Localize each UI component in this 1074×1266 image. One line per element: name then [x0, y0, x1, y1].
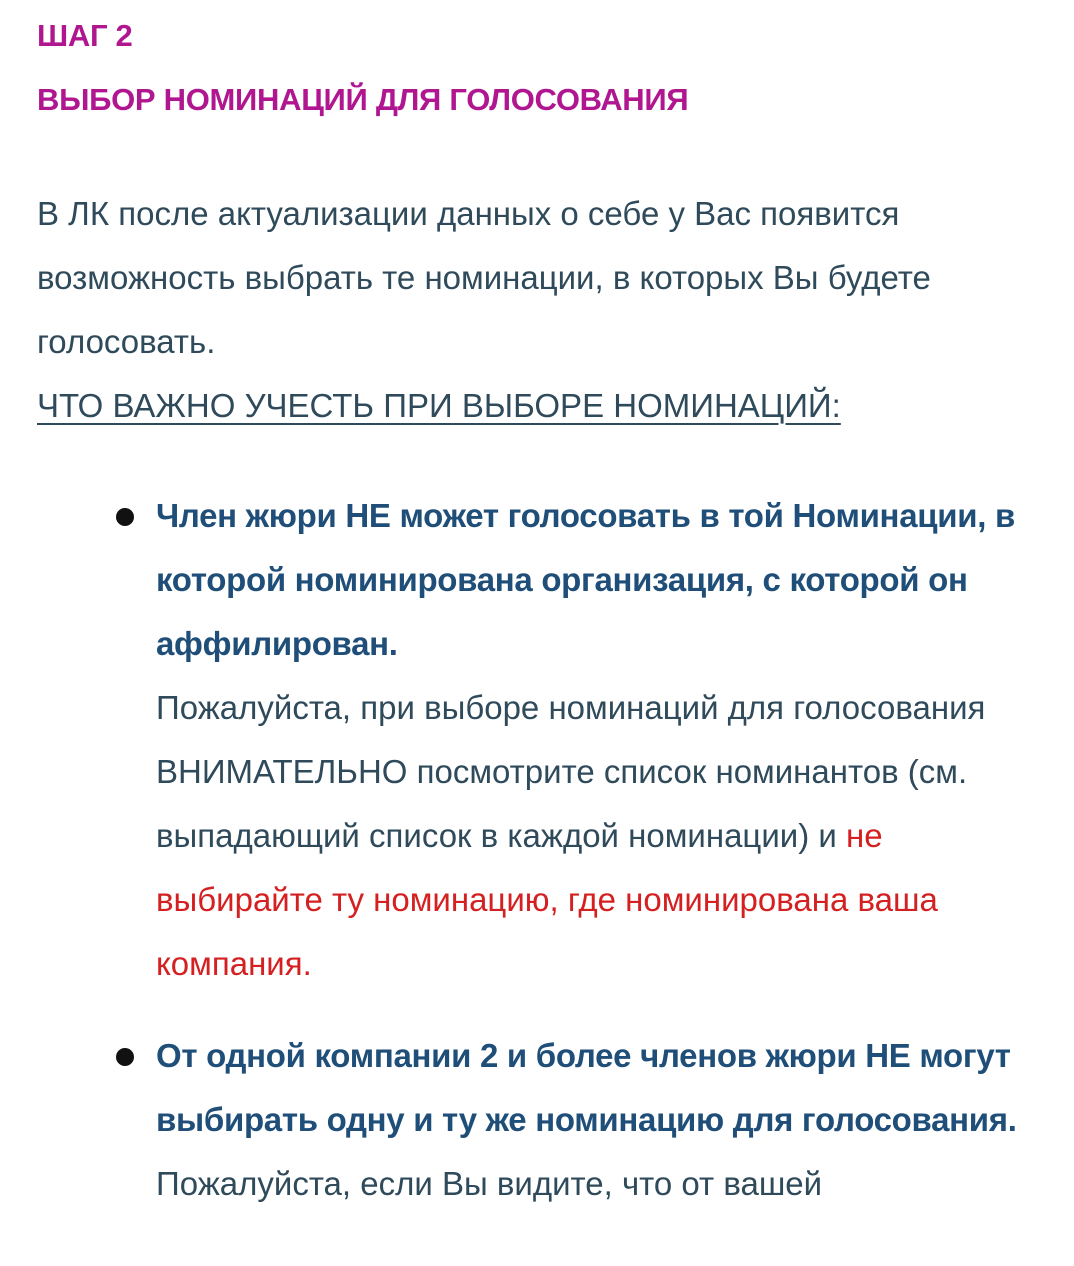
rule-item-same-company: [0, 1024, 1074, 1216]
rule-body-text: Пожалуйста, если Вы видите, что от вашей: [156, 1165, 823, 1202]
bullet-icon: [116, 508, 134, 526]
rule-heading: Член жюри НЕ может голосовать в той Номинации, в которой номинирована организация, с которой он аффилирован.: [156, 497, 1015, 662]
rule-item-affiliation: [0, 484, 1074, 996]
rule-text: [156, 1152, 1034, 1216]
intro-paragraph: В ЛК после актуализации данных о себе у Вас появится возможность выбрать те номинации, в которых Вы будете голосовать.: [37, 195, 931, 360]
rule-warning-text: не выбирайте ту номинацию, где номинирована ваша компания.: [156, 817, 938, 982]
rules-list: [0, 484, 1074, 1216]
important-considerations-link[interactable]: ЧТО ВАЖНО УЧЕСТЬ ПРИ ВЫБОРЕ НОМИНАЦИЙ:: [37, 387, 841, 424]
step-subtitle: ВЫБОР НОМИНАЦИЙ ДЛЯ ГОЛОСОВАНИЯ: [37, 82, 689, 117]
rule-text: [156, 676, 1034, 996]
bullet-icon: [116, 1048, 134, 1066]
rule-heading: От одной компании 2 и более членов жюри НЕ могут выбирать одну и ту же номинацию для голосования.: [156, 1037, 1017, 1138]
rule-body-text: Пожалуйста, при выборе номинаций для голосования ВНИМАТЕЛЬНО посмотрите список номинантов (см. выпадающий список в каждой номинации) и: [156, 689, 986, 854]
step-title: ШАГ 2: [37, 18, 133, 53]
